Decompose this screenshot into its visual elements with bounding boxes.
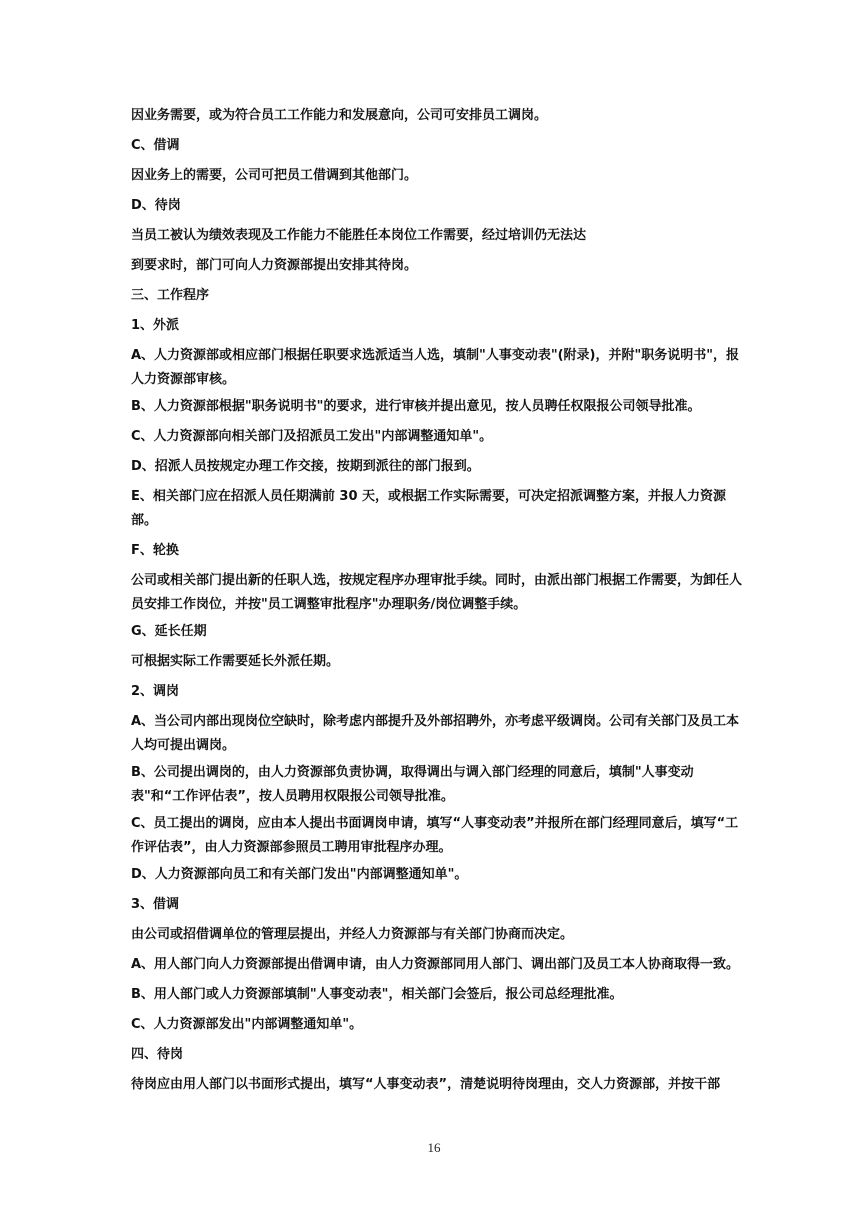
paragraph: D、人力资源部向员工和有关部门发出"内部调整通知单"。 xyxy=(131,867,468,882)
paragraph: 待岗应由用人部门以书面形式提出，填写“人事变动表”，清楚说明待岗理由，交人力资源部，并按干部 xyxy=(131,1077,721,1092)
document-body xyxy=(131,104,743,1103)
paragraph: E、相关部门应在招派人员任期满前 30 天，或根据工作实际需要，可决定招派调整方案，并报人力资源部。 xyxy=(131,489,727,528)
paragraph: A、当公司内部出现岗位空缺时，除考虑内部提升及外部招聘外，亦考虑平级调岗。公司有关部门及员工本人均可提出调岗。 xyxy=(131,714,740,753)
paragraph: C、人力资源部发出"内部调整通知单"。 xyxy=(131,1017,363,1032)
section-heading: C、借调 xyxy=(131,138,180,153)
section-heading: G、延长任期 xyxy=(131,624,207,639)
paragraph: B、人力资源部根据"职务说明书"的要求，进行审核并提出意见，按人员聘任权限报公司领导批准。 xyxy=(131,399,701,414)
paragraph: 当员工被认为绩效表现及工作能力不能胜任本岗位工作需要，经过培训仍无法达 xyxy=(131,228,587,243)
section-heading: 1、外派 xyxy=(131,318,180,333)
paragraph: 可根据实际工作需要延长外派任期。 xyxy=(131,654,340,669)
section-heading: 三、工作程序 xyxy=(131,288,210,303)
paragraph: D、招派人员按规定办理工作交接，按期到派往的部门报到。 xyxy=(131,459,480,474)
paragraph: C、人力资源部向相关部门及招派员工发出"内部调整通知单"。 xyxy=(131,429,493,444)
paragraph: 由公司或招借调单位的管理层提出，并经人力资源部与有关部门协商而决定。 xyxy=(131,927,574,942)
paragraph: C、员工提出的调岗，应由本人提出书面调岗申请，填写“人事变动表”并报所在部门经理同意后，填写“工作评估表”，由人力资源部参照员工聘用审批程序办理。 xyxy=(131,816,739,855)
paragraph: B、公司提出调岗的，由人力资源部负责协调，取得调出与调入部门经理的同意后，填制"人事变动表"和“工作评估表”，按人员聘用权限报公司领导批准。 xyxy=(131,765,694,804)
section-heading: F、轮换 xyxy=(131,543,179,558)
section-heading: 3、借调 xyxy=(131,897,180,912)
paragraph: 因业务需要，或为符合员工工作能力和发展意向，公司可安排员工调岗。 xyxy=(131,108,548,123)
section-heading: 2、调岗 xyxy=(131,684,180,699)
section-heading: 四、待岗 xyxy=(131,1047,184,1062)
paragraph: B、用人部门或人力资源部填制"人事变动表"，相关部门会签后，报公司总经理批准。 xyxy=(131,987,623,1002)
paragraph: A、用人部门向人力资源部提出借调申请，由人力资源部同用人部门、调出部门及员工本人协商取得一致。 xyxy=(131,957,740,972)
section-heading: D、待岗 xyxy=(131,198,181,213)
paragraph: A、人力资源部或相应部门根据任职要求选派适当人选，填制"人事变动表"(附录)，并附"职务说明书"，报人力资源部审核。 xyxy=(131,348,740,387)
paragraph: 因业务上的需要，公司可把员工借调到其他部门。 xyxy=(131,168,418,183)
paragraph: 到要求时，部门可向人力资源部提出安排其待岗。 xyxy=(131,258,418,273)
page-number: 16 xyxy=(427,1140,441,1155)
paragraph: 公司或相关部门提出新的任职人选，按规定程序办理审批手续。同时，由派出部门根据工作需要，为卸任人员安排工作岗位，并按"员工调整审批程序"办理职务/岗位调整手续。 xyxy=(131,573,743,612)
